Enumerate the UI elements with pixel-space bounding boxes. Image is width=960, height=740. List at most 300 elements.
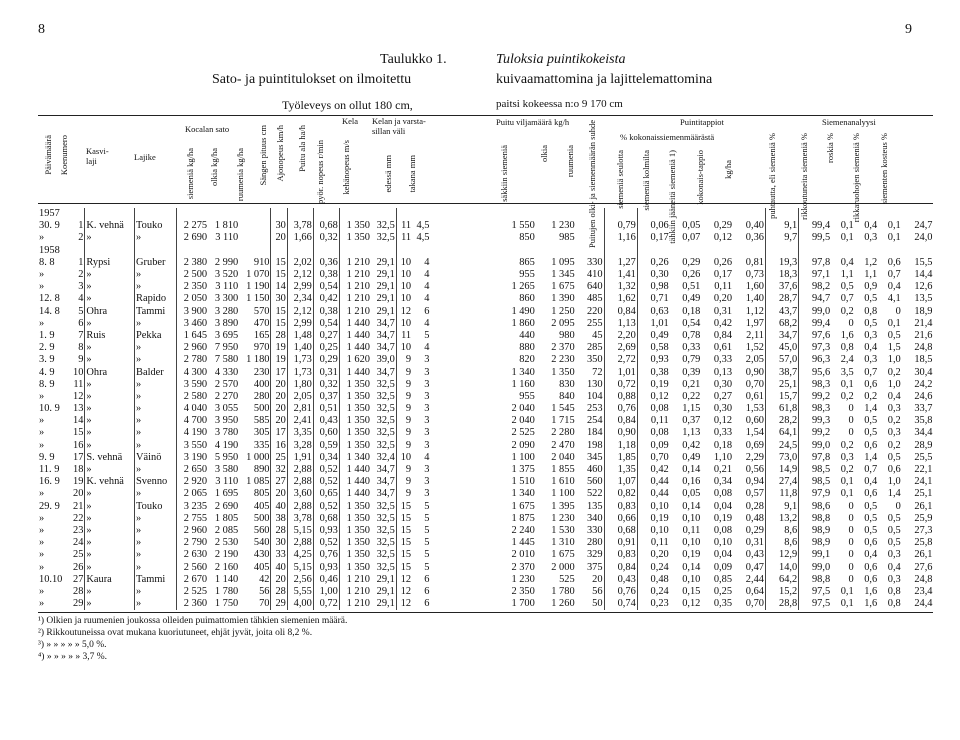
header-siemenanalyysi: Siemenanalyysi [822, 117, 876, 127]
table-cell: 1 350 [551, 366, 575, 378]
table-cell: 3 890 [214, 317, 239, 329]
table-cell: 0,79 [682, 354, 701, 366]
table-cell: 104 [586, 390, 603, 402]
table-cell: 2 690 [214, 500, 239, 512]
table-cell: 1 440 [339, 488, 371, 500]
table-cell: 2 040 [511, 403, 535, 415]
table-cell: 3 [78, 281, 84, 293]
table-cell: 20 [73, 488, 84, 500]
table-cell: 12,9 [765, 549, 798, 561]
header-roskia: roskia % [825, 133, 835, 163]
table-cell: 1 350 [339, 537, 371, 549]
table-cell: 99,2 [799, 427, 831, 439]
table-cell: 1 440 [339, 464, 371, 476]
table-cell: » [39, 415, 45, 427]
table-cell: 1,35 [604, 464, 637, 476]
table-cell: 2 560 [176, 561, 208, 573]
table-cell: 0,6 [887, 256, 901, 268]
header-takana: takana mm [407, 155, 417, 193]
header-puitu-ala: Puitu ala ha/h [297, 125, 307, 172]
table-cell: 5 950 [214, 451, 239, 463]
table-cell: 0,54 [313, 281, 339, 293]
table-cell: 3 [424, 427, 430, 439]
table-cell: 1 230 [551, 512, 575, 524]
table-cell: 9,7 [765, 232, 798, 244]
table-cell: 1 340 [339, 452, 371, 464]
table-cell: 5 [424, 500, 430, 512]
table-cell [239, 245, 271, 257]
table-cell: 7 950 [214, 342, 239, 354]
table-cell: » [39, 439, 45, 451]
table-cell: 2 920 [176, 476, 208, 488]
table-cell: 0,17 [637, 232, 669, 244]
table-cell: 0,61 [745, 390, 764, 402]
table-cell: 1 855 [551, 464, 575, 476]
table-cell [271, 208, 287, 220]
table-cell: 0,10 [682, 512, 701, 524]
table-cell: 0,73 [745, 269, 764, 281]
table-cell [371, 208, 396, 220]
header-rikkaruohojen: rikkaruohojen siemeniä % [851, 133, 861, 223]
table-cell: » [135, 354, 177, 366]
table-cell: 0,8 [887, 598, 901, 610]
table-cell: 1 350 [339, 403, 371, 415]
table-cell: 25,5 [914, 451, 933, 463]
table-cell: 3 [424, 439, 430, 451]
table-cell: 3 190 [176, 452, 208, 464]
table-cell [733, 245, 765, 257]
table-cell [433, 208, 436, 220]
table-cell [287, 208, 313, 220]
table-cell: » [39, 269, 45, 281]
header-puitu-viljamaara: Puitu viljamäärä kg/h [496, 117, 570, 127]
table-cell: 0,20 [637, 549, 669, 561]
table-cell: 1 395 [551, 500, 575, 512]
table-cell: 56 [259, 585, 270, 597]
table-cell: 24,7 [914, 220, 933, 232]
table-cell: 1 700 [511, 598, 535, 610]
table-cell: 28,7 [765, 293, 798, 305]
table-row [38, 342, 436, 354]
table-cell: 97,9 [799, 488, 831, 500]
table-cell [701, 245, 733, 257]
table-cell: 10 [396, 257, 412, 269]
table-row [496, 415, 934, 427]
table-cell: 2. 9 [39, 342, 55, 354]
table-cell: 72 [592, 366, 603, 378]
table-cell: 0,1 [840, 476, 854, 488]
table-cell: 1 440 [339, 318, 371, 330]
table-cell: 5,15 [287, 561, 313, 573]
table-cell: 0,5 [864, 427, 878, 439]
table-cell: 1 340 [511, 366, 535, 378]
table-cell: » [135, 427, 177, 439]
table-cell: 30,4 [914, 366, 933, 378]
table-cell: » [85, 549, 135, 561]
table-cell [701, 208, 733, 220]
table-cell: 1 350 [339, 561, 371, 573]
table-cell: 99,2 [799, 391, 831, 403]
table-cell: 1,6 [840, 329, 854, 341]
table-row [496, 586, 934, 598]
table-cell: 1 445 [511, 537, 535, 549]
table-cell: 1,41 [604, 269, 637, 281]
table-cell: 1 160 [511, 378, 535, 390]
table-cell: 0,4 [864, 549, 878, 561]
table-cell: 1 440 [339, 366, 371, 378]
table-cell: 34,7 [765, 330, 798, 342]
table-cell: 1,27 [604, 257, 637, 269]
table-cell: 0,43 [313, 415, 339, 427]
table-row [38, 549, 436, 561]
table-cell: 12 [396, 598, 412, 610]
table-cell: 0,3 [887, 573, 901, 585]
table-cell: 1,16 [604, 232, 637, 244]
table-cell: 0,7 [840, 293, 854, 305]
table-cell: 21,4 [914, 317, 933, 329]
right-data-table [496, 208, 934, 610]
table-cell: 1 350 [339, 549, 371, 561]
table-row [38, 537, 436, 549]
table-cell: 0,2 [864, 390, 878, 402]
table-cell: 0,72 [604, 379, 637, 391]
table-cell: 8,6 [765, 537, 798, 549]
table-cell [855, 245, 879, 257]
table-cell: 0,27 [713, 390, 733, 402]
table-cell: » [39, 561, 45, 573]
table-cell: 43,7 [765, 306, 798, 318]
table-cell: 1,5 [887, 342, 901, 354]
table-cell: 4 [424, 256, 430, 268]
table-row [38, 452, 436, 464]
table-cell [496, 208, 536, 220]
table-cell: 2 040 [511, 415, 535, 427]
table-cell: 39,0 [376, 354, 395, 366]
table-cell: 2 240 [511, 524, 535, 536]
table-cell: 0,14 [682, 500, 701, 512]
table-cell: 4 [424, 317, 430, 329]
table-cell: 1 210 [339, 306, 371, 318]
table-cell: 34,7 [376, 464, 395, 476]
table-cell: 1 675 [551, 549, 575, 561]
table-cell: 1 250 [551, 305, 575, 317]
table-cell: 11 [396, 220, 412, 232]
table-cell: 0,5 [887, 537, 901, 549]
table-cell [271, 245, 287, 257]
table-cell: 2 530 [214, 537, 239, 549]
table-cell: 184 [586, 427, 603, 439]
table-cell: » [135, 525, 177, 537]
table-cell: 3 110 [215, 232, 239, 244]
table-cell: 1 180 [246, 354, 270, 366]
table-cell: 1 265 [511, 281, 535, 293]
table-cell: Touko [135, 501, 177, 513]
table-cell: 18,3 [765, 269, 798, 281]
table-row [38, 330, 436, 342]
table-cell: 10 [396, 269, 412, 281]
table-cell: 0,2 [840, 305, 854, 317]
table-cell: 32,5 [376, 232, 395, 244]
table-cell: 6 [424, 598, 430, 610]
table-cell: 1 780 [551, 585, 575, 597]
table-cell: 97,5 [799, 586, 831, 598]
table-cell: 1 350 [339, 501, 371, 513]
table-cell: 1 780 [214, 585, 239, 597]
table-cell: 0,5 [864, 293, 878, 305]
table-cell: 440 [519, 329, 535, 341]
table-cell: 16. 9 [39, 476, 60, 488]
table-cell: 3,5 [840, 366, 854, 378]
table-cell: 10 [396, 452, 412, 464]
table-cell: 0,1 [840, 598, 854, 610]
table-cell: Kaura [85, 574, 135, 586]
table-cell: 64,2 [765, 574, 798, 586]
table-cell [765, 208, 798, 220]
table-row [496, 257, 934, 269]
table-cell: 0,30 [637, 269, 669, 281]
table-cell: 1,4 [864, 403, 878, 415]
table-row [38, 269, 436, 281]
table-cell [69, 245, 85, 257]
table-cell: Ohra [85, 366, 135, 378]
table-cell [396, 208, 412, 220]
table-cell: 0 [848, 512, 854, 524]
table-row [496, 440, 934, 452]
table-cell: 2 650 [176, 464, 208, 476]
table-cell: 20 [271, 403, 287, 415]
footnote-2: ²) Rikkoutuneissa ovat mukana kuoriutuneet, ehjät jyvät, joita oli 8,2 %. [38, 628, 313, 638]
table-cell [135, 208, 177, 220]
table-cell: 329 [586, 549, 603, 561]
table-cell: 1,40 [745, 293, 764, 305]
table-cell: 9 [396, 354, 412, 366]
table-cell: 18,5 [914, 354, 933, 366]
header-puhtautta: puhtautta, eli siemeniä % [767, 133, 777, 219]
table-cell: 0,18 [682, 305, 701, 317]
table-cell: 4 190 [176, 427, 208, 439]
table-cell: 2,99 [287, 318, 313, 330]
table-cell: 2 230 [551, 354, 575, 366]
table-cell: 24,8 [914, 342, 933, 354]
table-row [38, 501, 436, 513]
table-cell: » [85, 537, 135, 549]
table-cell: 4,1 [887, 293, 901, 305]
table-cell: 27 [271, 476, 287, 488]
table-cell: 4,00 [287, 598, 313, 610]
table-cell: 97,1 [799, 269, 831, 281]
table-row [38, 415, 436, 427]
table-cell: 0,48 [637, 574, 669, 586]
table-cell: 890 [253, 464, 270, 476]
table-cell: 10 [396, 342, 412, 354]
table-cell: 19 [73, 476, 84, 488]
table-cell: 29. 9 [39, 500, 60, 512]
table-cell: 0,56 [745, 464, 764, 476]
table-cell: Ohra [85, 306, 135, 318]
table-cell: 522 [586, 488, 603, 500]
table-cell: 2 [78, 269, 84, 281]
table-cell: 0,10 [713, 537, 733, 549]
table-cell: 830 [559, 378, 575, 390]
table-cell: 1 210 [339, 281, 371, 293]
table-cell: 1,0 [887, 476, 901, 488]
table-cell: 0,2 [887, 415, 901, 427]
table-cell: 1 695 [214, 488, 239, 500]
table-cell: 32,5 [376, 549, 395, 561]
table-cell: 0,84 [604, 561, 637, 573]
table-cell: 1,4 [887, 488, 901, 500]
table-cell: 0,24 [637, 561, 669, 573]
table-cell: 32,5 [376, 378, 395, 390]
header-kocalan-sato: Kocalan sato [185, 124, 230, 134]
table-cell: 0,4 [887, 281, 901, 293]
table-cell: 15 [396, 537, 412, 549]
table-cell: 0,76 [604, 586, 637, 598]
table-cell: 28 [271, 525, 287, 537]
header-paivamaara: Päivämäärä [43, 135, 53, 175]
table-cell: 32,5 [376, 220, 395, 232]
table-cell: 4 330 [214, 366, 239, 378]
table-cell: 0,3 [840, 451, 854, 463]
table-cell: 6 [424, 573, 430, 585]
table-cell: 2 000 [551, 561, 575, 573]
table-cell: 99,4 [799, 318, 831, 330]
table-cell: 2,88 [287, 476, 313, 488]
table-cell: 0,30 [713, 403, 733, 415]
header-ajonopeus: Ajonopeus km/h [275, 125, 285, 182]
table-row [496, 281, 934, 293]
table-cell: 0,8 [840, 342, 854, 354]
table-row [496, 293, 934, 305]
table-cell: » [85, 598, 135, 610]
right-subtitle: paitsi kokeessa n:o 9 170 cm [496, 98, 623, 110]
table-cell: 0,6 [864, 561, 878, 573]
table-cell: 25 [73, 549, 84, 561]
table-cell: 2,72 [604, 354, 637, 366]
table-row [496, 403, 934, 415]
table-cell [637, 245, 669, 257]
table-cell: 8 [78, 342, 84, 354]
table-cell: 430 [253, 549, 270, 561]
table-cell: 15 [396, 501, 412, 513]
table-cell: 21,6 [914, 329, 933, 341]
table-cell: 3. 9 [39, 354, 55, 366]
table-cell: 0,5 [864, 524, 878, 536]
header-koenumero: Koenumero [59, 135, 69, 176]
table-cell: » [85, 391, 135, 403]
table-row [38, 586, 436, 598]
table-cell [536, 245, 576, 257]
table-cell: 0,90 [745, 366, 764, 378]
table-cell: 99,3 [799, 415, 831, 427]
table-cell: 255 [586, 317, 603, 329]
table-row [496, 598, 934, 610]
table-cell [799, 245, 831, 257]
table-cell: 3 900 [176, 306, 208, 318]
table-cell: 25,1 [765, 379, 798, 391]
table-cell: Tammi [135, 306, 177, 318]
table-cell: 1 190 [246, 281, 270, 293]
table-cell: 9,1 [765, 501, 798, 513]
table-cell: 1,73 [287, 354, 313, 366]
table-cell: 14,9 [765, 464, 798, 476]
table-cell: 1 350 [339, 415, 371, 427]
table-cell: 37,6 [765, 281, 798, 293]
table-cell: » [135, 318, 177, 330]
table-cell: 0,11 [637, 415, 669, 427]
table-cell: 0,6 [864, 573, 878, 585]
table-cell: 0,66 [604, 513, 637, 525]
table-cell: 10 [396, 293, 412, 305]
table-cell: 0,60 [313, 427, 339, 439]
table-cell: 0,52 [313, 501, 339, 513]
table-cell: 97,6 [799, 330, 831, 342]
header-top-rule [38, 115, 933, 116]
table-cell: 0,51 [313, 403, 339, 415]
table-cell [765, 245, 798, 257]
table-cell: 2 370 [511, 561, 535, 573]
table-cell: 11 [396, 330, 412, 342]
table-cell: 0,5 [840, 281, 854, 293]
table-cell: 0,42 [682, 439, 701, 451]
table-cell: 98,3 [799, 379, 831, 391]
table-cell: 2 380 [176, 257, 208, 269]
table-cell: 0,10 [637, 525, 669, 537]
table-cell: » [135, 488, 177, 500]
table-cell: » [85, 342, 135, 354]
table-cell: Väinö [135, 452, 177, 464]
table-cell [85, 208, 135, 220]
table-cell: 865 [519, 256, 535, 268]
table-cell: 0,7 [864, 464, 878, 476]
table-cell: » [39, 427, 45, 439]
table-cell: 3,60 [287, 488, 313, 500]
table-cell: 1,73 [287, 366, 313, 378]
table-cell: 0,10 [682, 573, 701, 585]
table-cell: 29,1 [376, 293, 395, 305]
table-cell: 5 [424, 561, 430, 573]
table-cell: 3 [424, 366, 430, 378]
table-cell: 27,3 [914, 524, 933, 536]
table-cell: 1,07 [604, 476, 637, 488]
table-cell: 4,5 [416, 232, 430, 244]
table-cell: 1,85 [604, 452, 637, 464]
table-cell: 0,5 [887, 524, 901, 536]
table-cell: 1,66 [287, 232, 313, 244]
table-row [38, 391, 436, 403]
table-row [496, 306, 934, 318]
table-cell: 0 [848, 403, 854, 415]
table-cell: 4 [424, 451, 430, 463]
table-cell: 33,7 [914, 403, 933, 415]
table-cell: 24,0 [914, 232, 933, 244]
table-cell: 0,3 [864, 354, 878, 366]
left-title: Sato- ja puintitulokset on ilmoitettu [212, 72, 412, 87]
table-cell: 1 350 [339, 391, 371, 403]
table-cell: 9 [396, 366, 412, 378]
table-cell: 254 [586, 415, 603, 427]
table-cell: 0,26 [637, 257, 669, 269]
table-cell: 97,5 [799, 598, 831, 610]
table-cell: 1,6 [864, 585, 878, 597]
table-cell: 0,1 [887, 220, 901, 232]
table-cell: 1 375 [511, 464, 535, 476]
table-cell: 5 [424, 549, 430, 561]
table-cell: 460 [586, 464, 603, 476]
table-cell: 560 [586, 476, 603, 488]
table-cell: 32,5 [376, 524, 395, 536]
table-cell: 2 275 [176, 220, 208, 232]
